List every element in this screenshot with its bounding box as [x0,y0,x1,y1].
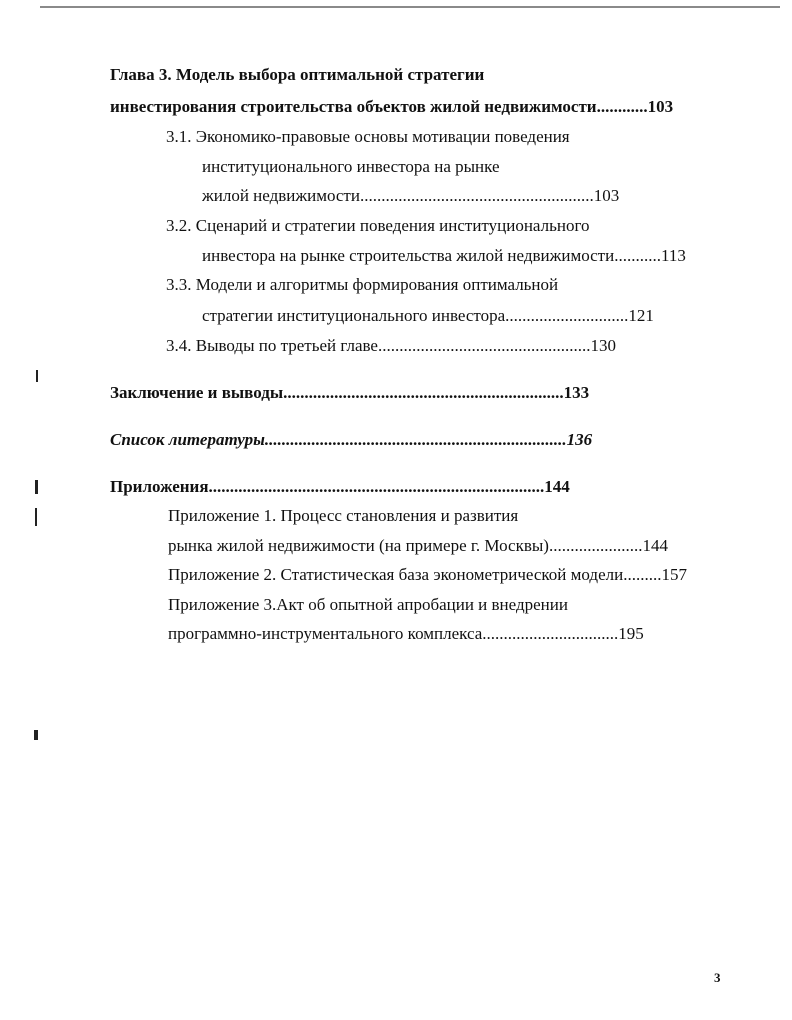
appendices-entry: Приложения...............................................................................144 [110,477,570,496]
appendix-2-line-1: Приложение 2. Статистическая база эконометрической модели.........157 [168,565,687,584]
bibliography-entry: Список литературы.......................................................................136 [110,430,593,449]
conclusion-entry: Заключение и выводы..................................................................133 [110,383,590,402]
appendix-1-line-2: рынка жилой недвижимости (на примере г. Москвы)......................144 [168,536,668,555]
scan-mark-2 [35,480,38,494]
section-3-2-line-1: 3.2. Сценарий и стратегии поведения институционального [166,216,590,235]
appendix-3-line-1: Приложение 3.Акт об опытной апробации и внедрении [168,595,568,614]
page-number: 3 [714,970,721,985]
scan-mark-4 [34,730,38,740]
section-3-3-line-1: 3.3. Модели и алгоритмы формирования оптимальной [166,275,559,294]
scan-mark-3 [35,508,37,526]
chapter-3-title-line-1: Глава 3. Модель выбора оптимальной стратегии [110,65,485,84]
section-3-1-line-1: 3.1. Экономико-правовые основы мотивации поведения [166,127,570,146]
scan-mark-1 [36,370,38,382]
appendix-1-line-1: Приложение 1. Процесс становления и развития [168,506,519,525]
appendix-3-line-2: программно-инструментального комплекса................................195 [168,624,644,643]
section-3-1-line-3: жилой недвижимости.......................................................103 [202,186,620,205]
scan-top-rule [40,6,780,8]
section-3-2-line-2: инвестора на рынке строительства жилой недвижимости...........113 [202,246,686,265]
chapter-3-title-line-2: инвестирования строительства объектов жилой недвижимости............103 [110,97,674,116]
section-3-1-line-2: институционального инвестора на рынке [202,157,500,176]
section-3-4: 3.4. Выводы по третьей главе..................................................130 [166,336,616,355]
section-3-3-line-2: стратегии институционального инвестора.............................121 [202,306,654,325]
